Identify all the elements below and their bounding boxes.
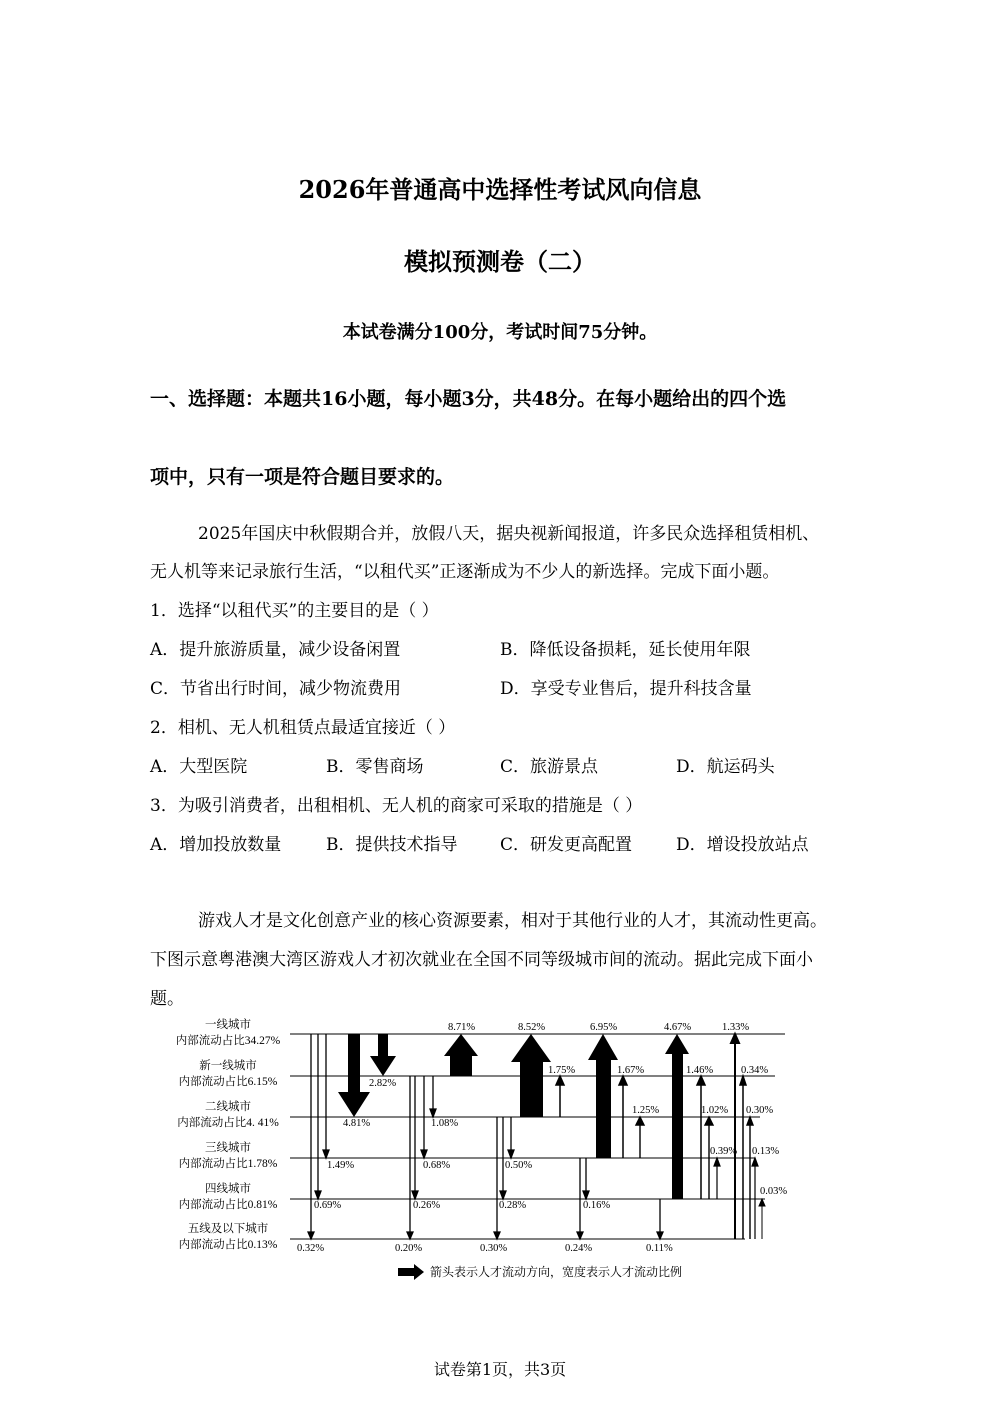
level-3-name: 二线城市 <box>205 1101 251 1113</box>
exam-info: 本试卷满分100分，考试时间75分钟。 <box>342 322 658 343</box>
flow-1-to-2-arrow <box>370 1034 396 1076</box>
label-6-to-2: 0.34% <box>741 1065 769 1076</box>
level-3-internal: 内部流动占比4. 41% <box>177 1117 279 1129</box>
section-heading-line2: 项中，只有一项是符合题目要求的。 <box>150 466 455 488</box>
label-5-to-6: 0.11% <box>646 1243 673 1254</box>
label-2-to-4: 0.68% <box>423 1160 451 1171</box>
level-4-name: 三线城市 <box>205 1142 251 1154</box>
q1-option-a: A．提升旅游质量，减少设备闲置 <box>150 640 401 660</box>
passage1-line1: 2025年国庆中秋假期合并，放假八天，据央视新闻报道，许多民众选择租赁相机、 <box>198 524 820 544</box>
label-4-to-3: 1.25% <box>632 1105 660 1116</box>
exam-title: 2026年普通高中选择性考试风向信息 <box>298 175 702 204</box>
label-4-to-5: 0.16% <box>583 1200 611 1211</box>
q1-option-b: B．降低设备损耗，延长使用年限 <box>500 640 751 660</box>
level-2-internal: 内部流动占比6.15% <box>178 1076 278 1088</box>
flow-4-to-1-arrow <box>588 1034 618 1158</box>
q3-option-c: C．研发更高配置 <box>500 835 633 855</box>
label-3-to-2: 1.75% <box>548 1065 576 1076</box>
passage2-line3: 题。 <box>150 989 184 1009</box>
label-5-to-2: 1.46% <box>686 1065 714 1076</box>
q1-option-c: C．节省出行时间，减少物流费用 <box>150 679 402 699</box>
q3-option-a: A．增加投放数量 <box>150 835 282 855</box>
talent-flow-diagram <box>160 1012 800 1282</box>
label-4-to-6: 0.24% <box>565 1243 593 1254</box>
page-footer: 试卷第1页，共3页 <box>433 1360 567 1379</box>
q3-stem: 3．为吸引消费者，出租相机、无人机的商家可采取的措施是（ ） <box>150 796 643 816</box>
level-2-name: 新一线城市 <box>199 1060 257 1072</box>
label-5-to-1: 4.67% <box>664 1022 692 1033</box>
label-1-to-3: 4.81% <box>343 1118 371 1129</box>
level-4-internal: 内部流动占比1.78% <box>178 1158 278 1170</box>
label-1-to-2: 2.82% <box>369 1078 397 1089</box>
q1-option-d: D．享受专业售后，提升科技含量 <box>500 679 752 699</box>
exam-subtitle: 模拟预测卷（二） <box>404 247 596 276</box>
figure-legend <box>398 1264 682 1280</box>
passage2-line1: 游戏人才是文化创意产业的核心资源要素，相对于其他行业的人才，其流动性更高。 <box>198 911 827 931</box>
label-5-to-4: 0.39% <box>710 1146 738 1157</box>
level-5-internal: 内部流动占比0.81% <box>178 1199 278 1211</box>
label-4-to-1: 6.95% <box>590 1022 618 1033</box>
label-6-to-5: 0.03% <box>760 1186 788 1197</box>
flow-2-to-1-arrow <box>444 1034 478 1076</box>
q3-option-b: B．提供技术指导 <box>326 835 458 855</box>
label-3-to-1: 8.52% <box>518 1022 546 1033</box>
q2-option-d: D．航运码头 <box>676 757 775 777</box>
label-1-to-6: 0.32% <box>297 1243 325 1254</box>
label-2-to-1: 8.71% <box>448 1022 476 1033</box>
label-3-to-6: 0.30% <box>480 1243 508 1254</box>
level-1-internal: 内部流动占比34.27% <box>175 1035 281 1047</box>
label-1-to-5: 0.69% <box>314 1200 342 1211</box>
label-6-to-1: 1.33% <box>722 1022 750 1033</box>
level-6-internal: 内部流动占比0.13% <box>178 1239 278 1251</box>
section-heading-line1: 一、选择题：本题共16小题，每小题3分，共48分。在每小题给出的四个选 <box>150 388 787 410</box>
level-5-name: 四线城市 <box>205 1183 251 1195</box>
q2-option-a: A．大型医院 <box>150 757 248 777</box>
legend-arrow-icon <box>398 1264 424 1280</box>
q2-stem: 2．相机、无人机租赁点最适宜接近（ ） <box>150 718 456 738</box>
q2-option-c: C．旅游景点 <box>500 757 599 777</box>
q2-option-b: B．零售商场 <box>326 757 424 777</box>
label-2-to-5: 0.26% <box>413 1200 441 1211</box>
label-2-to-6: 0.20% <box>395 1243 423 1254</box>
label-3-to-5: 0.28% <box>499 1200 527 1211</box>
label-1-to-4: 1.49% <box>327 1160 355 1171</box>
label-2-to-3: 1.08% <box>431 1118 459 1129</box>
level-1-name: 一线城市 <box>205 1019 251 1031</box>
passage1-line2: 无人机等来记录旅行生活，“以租代买”正逐渐成为不少人的新选择。完成下面小题。 <box>150 562 780 582</box>
passage2-line2: 下图示意粤港澳大湾区游戏人才初次就业在全国不同等级城市间的流动。据此完成下面小 <box>150 950 813 970</box>
level-6-name: 五线及以下城市 <box>187 1223 269 1235</box>
q1-stem: 1．选择“以租代买”的主要目的是（ ） <box>150 601 439 621</box>
label-4-to-2: 1.67% <box>617 1065 645 1076</box>
q3-option-d: D．增设投放站点 <box>676 835 809 855</box>
label-6-to-4: 0.13% <box>752 1146 780 1157</box>
label-3-to-4: 0.50% <box>505 1160 533 1171</box>
label-6-to-3: 0.30% <box>746 1105 774 1116</box>
label-5-to-3: 1.02% <box>701 1105 729 1116</box>
legend-text: 箭头表示人才流动方向，宽度表示人才流动比例 <box>430 1265 683 1279</box>
